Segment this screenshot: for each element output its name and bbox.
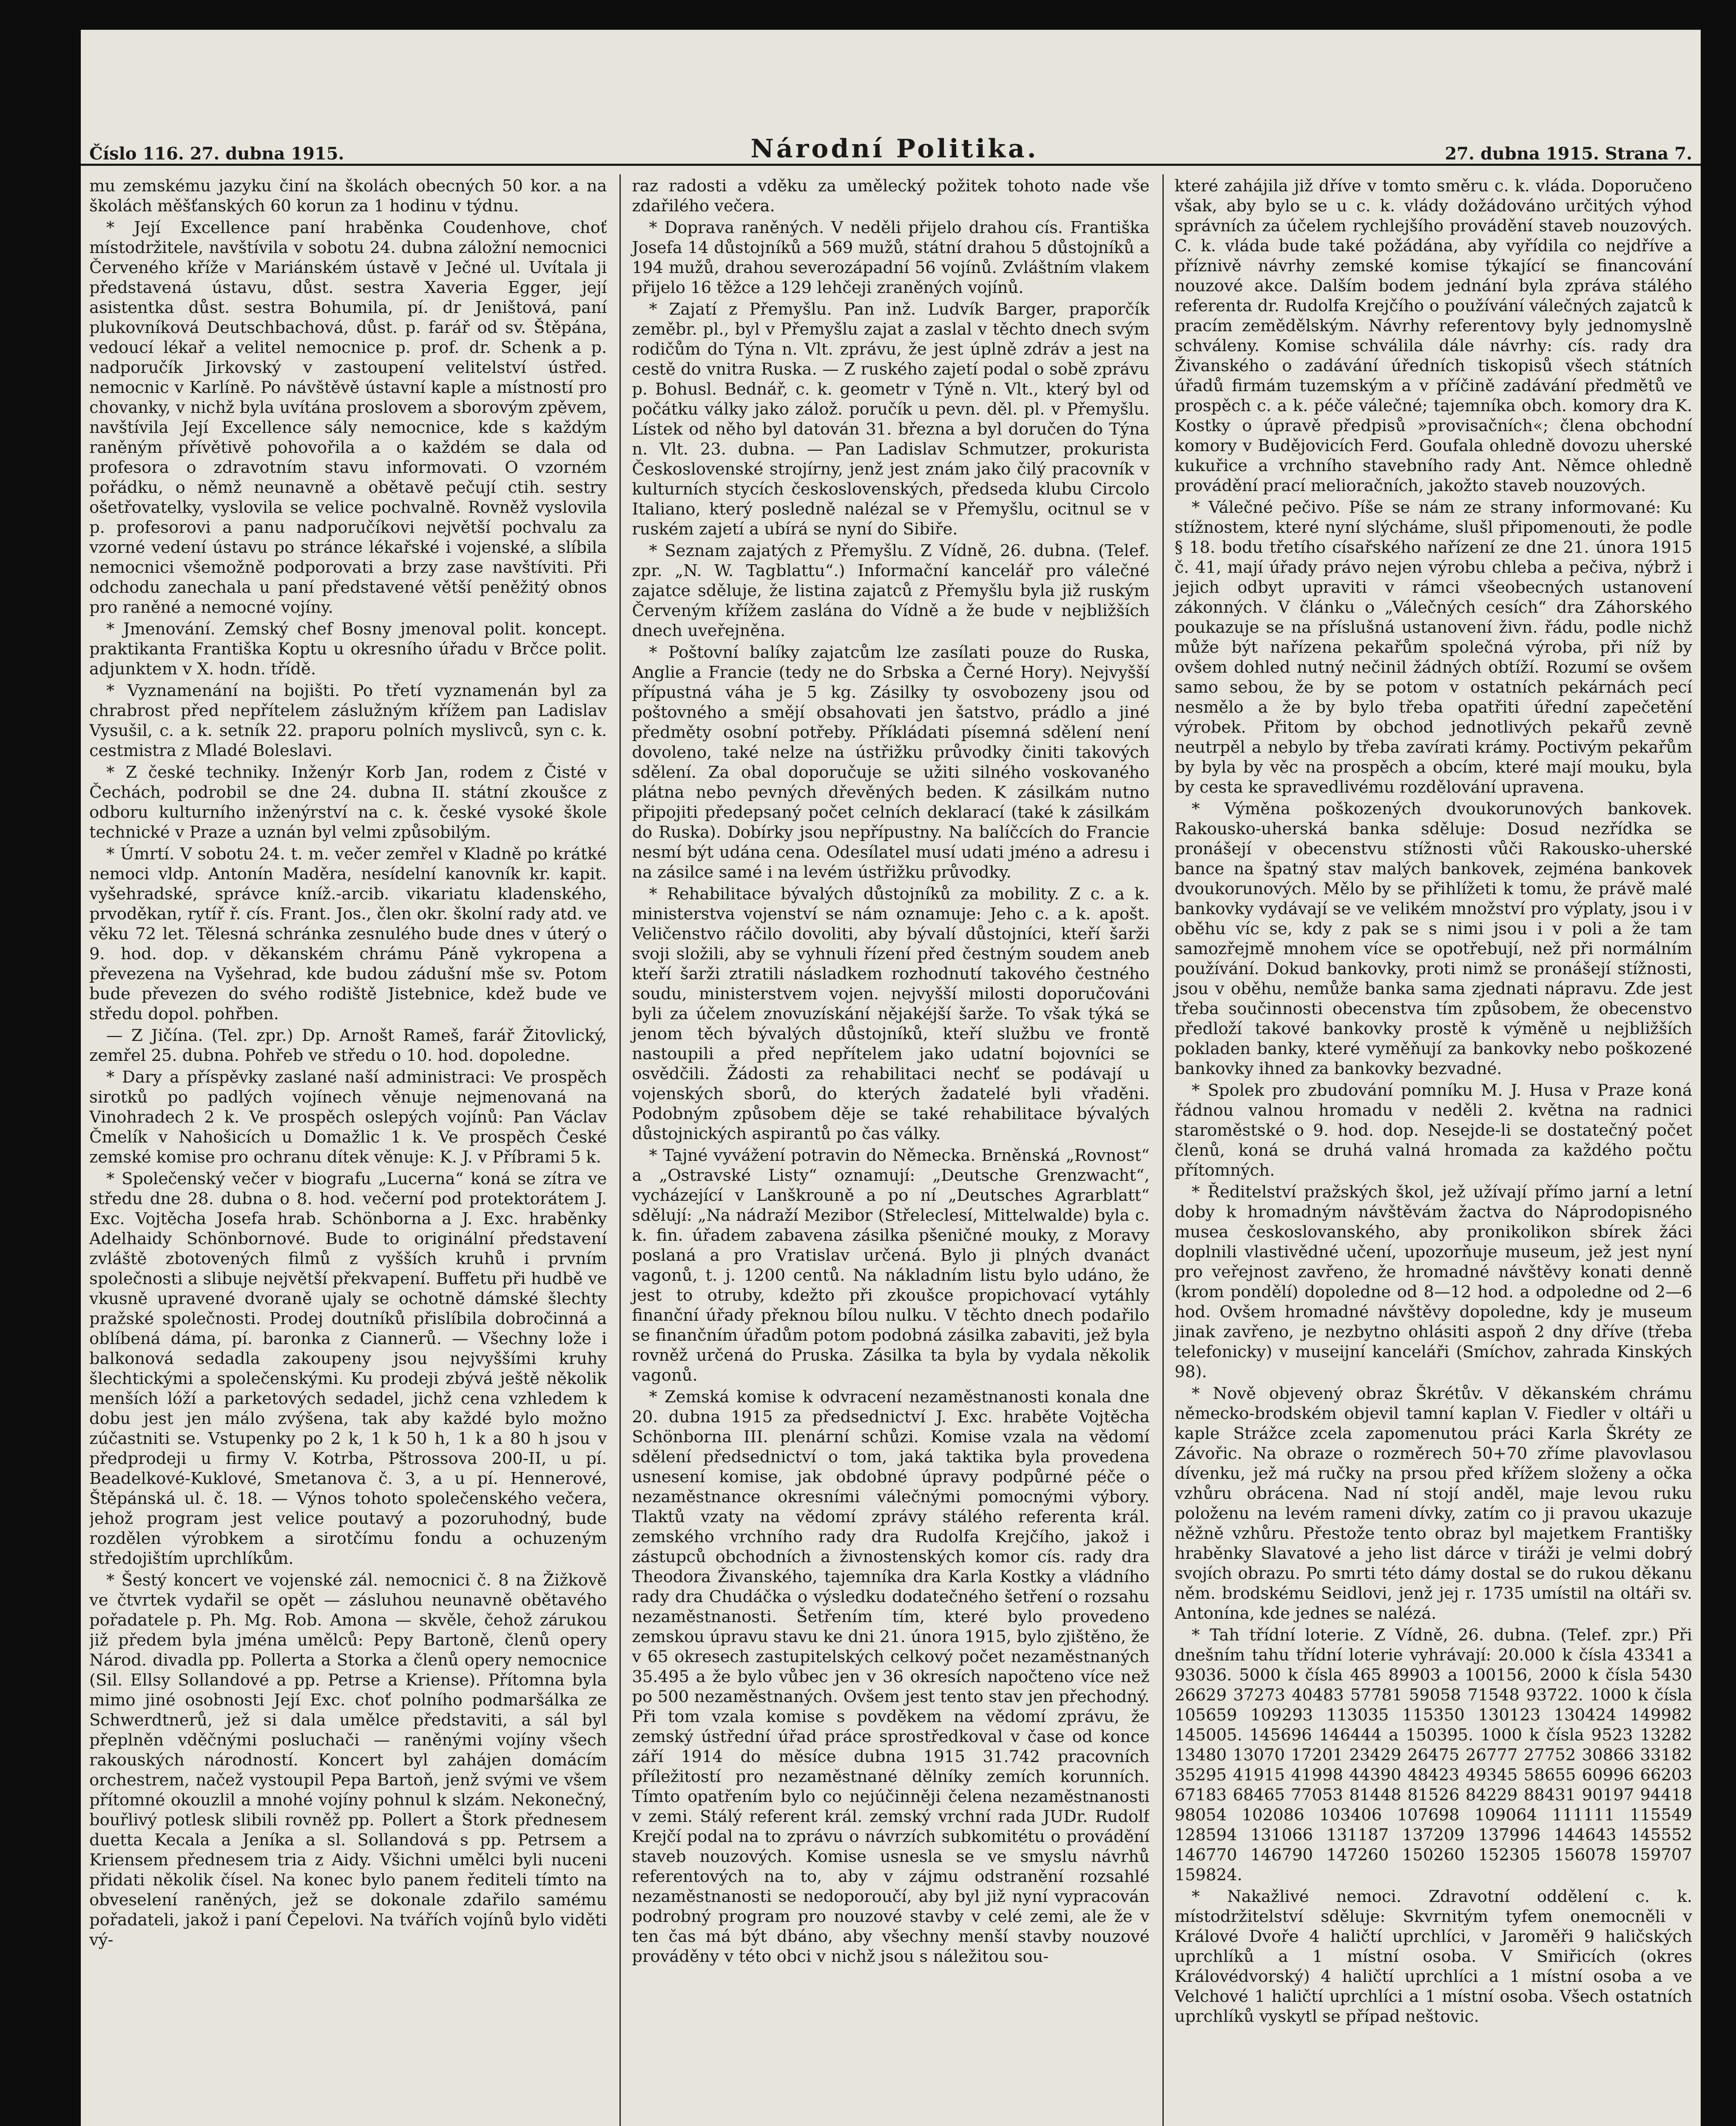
article-paragraph: * Výměna poškozených dvoukorunových bankovek. Rakousko-uherská banka sděluje: Dosud nezřídka se pronášejí v obecenstvu stížnosti vůči Rakousko-uherské bance na špatný stav malých bankovek, zejména bankovek dvoukorunových. Mělo by se přihlížeti k tomu, že právě malé bankovky vydávají se ve velikém množství pro výplaty, jsou i v oběhu víc se, kdy z pak se s nimi jsou i v poli a že tam samozřejmě mnohem více se opotřebují, než při normálním používání. Dokud bankovky, proti nimž se pronášejí stížnosti, jsou v oběhu, nemůže banka sama zjednati nápravu. Zde jest třeba součinnosti obecenstva tím způsobem, že obecenstvo předloží takové bankovky prostě k výměně u nejbližších pokladen banky, které vyměňují za bankovky nebo poškozené bankovky ihned za bankovky bezvadné. <box>1174 799 1692 1078</box>
article-paragraph: * Zemská komise k odvracení nezaměstnanosti konala dne 20. dubna 1915 za předsednictví J. Exc. hraběte Vojtěcha Schönborna III. plenární schůzi. Komise vzala na vědomí sdělení předsednictví o tom, jaká taktika byla provedena usnesení komise, jak obdobné úpravy podpůrné péče o nezaměstnance okresními válečnými pomocnými výbory. Tlaktů vzaty na vědomí zprávy stálého referenta král. zemského vrchního rady dra Rudolfa Krejčího, jakož i zástupců obchodních a živnostenských komor cís. rady dra Theodora Živanského, tajemníka dra Karla Kostky a vládního rady dra Chudáčka o výsledku dodatečného šetření o rozsahu nezaměstnanosti. Šetřením tím, které bylo provedeno zemskou úpravu stavu ke dni 21. února 1915, bylo zjištěno, že v 65 okresech zastupitelských celkový počet nezaměstnaných 35.495 a že bylo vůbec jen v 36 okresích napočteno více než po 500 nezaměstnaných. Ovšem jest tento stav jen přechodný. Při tom vzala komise s povděkem na vědomí zprávu, že zemský ústřední úřad práce sprostředkoval v čase od konce září 1914 do měsíce dubna 1915 31.742 pracovních příležitostí pro nezaměstnané dělníky zemích korunních. Tímto opatřením bylo co nejúčinněji čelena nezaměstnanosti v zemi. Stálý referent král. zemský vrchní rada JUDr. Rudolf Krejčí podal na to zprávu o návrzích subkomitétu o provádění staveb nouzových. Komise usnesla se ve smyslu návrhů referentových na to, aby v zájmu odstranění rozsahlé nezaměstnanosti se nedoporoučí, aby byl již nyní vypracován podrobný program pro nouzové stavby v celé zemi, ale že v ten čas má být dbáno, aby všechny menší stavby nouzové prováděny v této obci v nichž jsou s náležitou sou- <box>632 1387 1150 1966</box>
article-paragraph: * Šestý koncert ve vojenské zál. nemocnici č. 8 na Žižkově ve čtvrtek vydařil se opět — zásluhou neunavně obětavého pořadatele p. Ph. Mg. Rob. Amona — skvěle, čehož zárukou již předem byla jména umělců: Pepy Bartoně, členů opery Národ. divadla pp. Pollerta a Storka a členů opery nemocnice (Sil. Ellsy Sollandové a pp. Petrse a Kriense). Přítomna byla mimo jiné osobnosti Její Exc. choť polního podmaršálka ze Schwerdtnerů, jež si dala umělce představiti, a sál byl přeplněn vděčnými posluchači — raněnými vojíny všech rakouských národností. Koncert byl zahájen domácím orchestrem, načež vystoupil Pepa Bartoň, jenž svými ve všem přítomné okouzlil a mnohé vojíny pohnul k slzám. Nekonečný, bouřlivý potlesk slibili rovněž pp. Pollert a Štork přednesem duetta Kecala a Jeníka a sl. Sollandová s pp. Petrsem a Kriensem přednesem tria z Aidy. Všichni umělci byli nuceni přidati několik čísel. Na konec bylo panem řediteli tímto na obveselení raněných, jež se dokonale zdařilo samému pořadateli, jakož i paní Čepelovi. Na tvářích vojínů bylo viděti vý- <box>89 1571 607 1950</box>
article-paragraph: — Z Jičína. (Tel. zpr.) Dp. Arnošt Rameš, farář Žitovlický, zemřel 25. dubna. Pohřeb ve středu o 10. hod. dopoledne. <box>89 1026 607 1065</box>
article-paragraph: * Vyznamenání na bojišti. Po třetí vyznamenán byl za chrabrost před nepřítelem záslužným křížem pan Ladislav Vysušil, c. a k. setník 22. praporu polních myslivců, syn c. k. cestmistra z Mladé Boleslavi. <box>89 681 607 760</box>
issue-number-date: Číslo 116. 27. dubna 1915. <box>89 144 344 164</box>
article-paragraph: * Tah třídní loterie. Z Vídně, 26. dubna. (Telef. zpr.) Při dnešním tahu třídní loterie vyhrávají: 20.000 k čísla 43341 a 93036. 5000 k čísla 465 89903 a 100156, 2000 k čísla 5430 26629 37273 40483 57781 59058 71548 93722. 1000 k čísla 105659 109293 113035 115350 130123 130424 149982 145005. 145696 146444 a 150395. 1000 k čísla 9523 13282 13480 13070 17201 23429 26475 26777 27752 30866 33182 35295 41915 41998 44390 48423 49345 58655 60996 66203 67183 68465 77053 81448 81526 84229 88431 90197 94418 98054 102086 103406 107698 109064 111111 115549 128594 131066 131187 137209 137996 144643 145552 146770 146790 147260 150260 152305 156078 159707 159824. <box>1174 1626 1692 1884</box>
article-paragraph: * Dary a příspěvky zaslané naší administraci: Ve prospěch sirotků po padlých vojínech věnuje nejmenovaná na Vinohradech 2 k. Ve prospěch oslepých vojínů: Pan Václav Čmelík v Nahošicích u Domažlic 1 k. Ve prospěch České zemské komise pro ochranu dítek věnuje: K. J. v Příbrami 5 k. <box>89 1068 607 1167</box>
article-paragraph: * Nově objevený obraz Škrétův. V děkanském chrámu německo-brodském objevil tamní kaplan V. Fiedler v oltáři u kaple Strážce zcela zapomenutou práci Karla Škréty ze Závořic. Na obraze o rozměrech 50+70 zříme plavovlasou dívenku, jež má ručky na prsou před křížem složeny a očka vzhůru obrácena. Nad ní stojí anděl, maje levou ruku položenu na levém rameni dívky, zatím co ji pravou ukazuje něžně vzhůru. Přestože tento obraz byl majetkem Františky hraběnky Slavatové a jeho list dárce v tiráži je velmi dobrý svojích obrazu. Po smrti této dámy dostal se do rukou děkanu něm. brodskému Seidlovi, jenž jej r. 1735 umístil na oltáři sv. Antonína, kde jednes se nalézá. <box>1174 1384 1692 1623</box>
article-paragraph: mu zemskému jazyku činí na školách obecných 50 kor. a na školách měšťanských 60 korun za 1 hodinu v týdnu. <box>89 176 607 216</box>
article-paragraph: * Válečné pečivo. Píše se nám ze strany informované: Ku stížnostem, které nyní slýcháme, slušl připomenouti, že podle § 18. bodu třetího císařského nařízení ze dne 21. února 1915 č. 41, mají úřady právo nejen výrobu chleba a pečiva, nýbrž i jejich odbyt upraviti v rámci všeobecných ustanovení zákonných. V článku o „Válečných cesích“ dra Záhorského poukazuje se na příslušná ustanovení živn. řádu, podle nichž může být nařízena pekařům společná výroba, při níž by ovšem dohled nutný nečinil žádných obtíží. Rozumí se ovšem samo sebou, že by se potom v ostatních pekárnách pecí nesmělo a že by bylo třeba opatřiti úřední zapečetění výrobek. Přitom by obchod jednotlivých pekařů zevně neutrpěl a nebylo by třeba zavírati krámy. Poctivým pekařům by byla by věc na prospěch a obcím, které mají mouku, byla by cesta ke spravedlivému rozdělování upravena. <box>1174 498 1692 797</box>
article-paragraph: * Úmrtí. V sobotu 24. t. m. večer zemřel v Kladně po krátké nemoci vldp. Antonín Maděra, nesídelní kanovník kr. kapit. vyšehradské, správce kníž.-arcib. vikariatu kladenského, prvoděkan, rytíř ř. cís. Frant. Jos., člen okr. školní rady atd. ve věku 72 let. Tělesná schránka zesnulého bude dnes v úterý o 9. hod. dop. v děkanském chrámu Páně vykropena a převezena na Vyšehrad, kde budou zádušní mše sv. Potom bude převezen do svého rodiště Jistebnice, kdež bude ve středu dopol. pohřben. <box>89 844 607 1023</box>
article-paragraph: * Doprava raněných. V neděli přijelo drahou cís. Františka Josefa 14 důstojníků a 569 mužů, státní drahou 5 důstojníků a 194 mužů, drahou severozápadní 56 vojínů. Zvláštním vlakem přijelo 16 těžce a 129 lehčeji zraněných vojínů. <box>632 218 1150 297</box>
date-page-number: 27. dubna 1915. Strana 7. <box>1445 144 1692 164</box>
column-left <box>89 174 607 2126</box>
article-paragraph: * Její Excellence paní hraběnka Coudenhove, choť místodržitele, navštívila v sobotu 24. dubna záložní nemocnici Červeného kříže v Mariánském ústavě v Ječné ul. Uvítala ji představená ústavu, důst. sestra Xaveria Egger, její asistentka důst. sestra Bohumila, pí. dr Jeništová, paní plukovníková Deutschbachová, důst. p. farář od sv. Štěpána, vedoucí lékař a velitel nemocnice p. prof. dr. Schenk a p. nadporučík Jirkovský v zastoupení velitelství ústřed. nemocnic v Karlíně. Po návštěvě ústavní kaple a místností pro chovanky, v nichž byla uvítána proslovem a sborovým zpěvem, navštívila Její Excellence sály nemocnice, kde s každým raněným přívětivě pohovořila a o každém se dala od profesora o zdravotním stavu informovati. O vzorném pořádku, o němž neunavně a obětavě pečují ctih. sestry ošetřovatelky, vyslovila se velice pochvalně. Rovněž vyslovila p. profesorovi a panu nadporučíkovi největší pochvalu za vzorné vedení ústavu po stránce lékařské i vojenské, a slíbila nemocnici všemožně podporovati a brzy zase navštíviti. Při odchodu zanechala u paní představené větší peněžitý obnos pro raněné a nemocné vojíny. <box>89 218 607 617</box>
page-header <box>81 136 1701 166</box>
article-paragraph: * Společenský večer v biografu „Lucerna“ koná se zítra ve středu dne 28. dubna o 8. hod. večerní pod protektorátem J. Exc. Vojtěcha Josefa hrab. Schönborna a J. Exc. hraběnky Adelhaidy Schönbornové. Bude to originální představení zvláště zbotovených filmů z vyšších kruhů i prvním společnosti a slibuje největší překvapení. Buffetu při hudbě ve vkusně upravené dvoraně ujaly se ochotně dámské šlechty pražské společnosti. Prodej doutníků přislíbila dobročinná a oblíbená dáma, pí. baronka z Ciannerů. — Všechny lože i balkonová sedadla zakoupeny jsou nejvyššími kruhy šlechtickými a společenskými. Ku prodeji zbývá ještě několik menších lóží a parketových sedadel, jichž cena vzhledem k dobu jest jen málo zvýšena, tak aby každé bylo možno zúčastniti se. Vstupenky po 2 k, 1 k 50 h, 1 k a 80 h jsou v předprodeji u firmy V. Kotrba, Pštrossova 200-II, u pí. Beadelkové-Kuklové, Smetanova č. 3, a u pí. Hennerové, Štěpánská ul. č. 18. — Výnos tohoto společenského večera, jehož program jest velice poutavý a pozoruhodný, bude rozdělen výrobkem a sirotčímu fondu a ochuzeným středojištím uprchlíkům. <box>89 1169 607 1568</box>
article-paragraph: * Z české techniky. Inženýr Korb Jan, rodem z Čisté v Čechách, podrobil se dne 24. dubna II. státní zkoušce z odboru kulturního inženýrství na c. k. české vysoké škole technické v Praze a uznán byl velmi způsobilým. <box>89 763 607 842</box>
article-paragraph: * Seznam zajatých z Přemyšlu. Z Vídně, 26. dubna. (Telef. zpr. „N. W. Tagblattu“.) Informační kancelář pro válečné zajatce sděluje, že listina zajatců z Přemyšlu byla již ruským Červeným křížem zaslána do Vídně a že bude v nejbližších dnech uveřejněna. <box>632 541 1150 640</box>
article-paragraph: * Ředitelství pražských škol, jež užívají přímo jarní a letní doby k hromadným návštěvám žactva do Náprodopisného musea českoslovanského, aby pronikolikon sbírek žáci doplnili vlastivědné učení, upozorňuje museum, jež jest nyní pro veřejnost zavřeno, že hromadné návštěvy konati denně (krom pondělí) dopoledne od 8—12 hod. a odpoledne od 2—6 hod. Ovšem hromadné návštěvy dopoledne, kdy je museum jinak zavřeno, je nezbytno ohlásiti aspoň 2 dny dříve (třeba telefonicky) v museijní kanceláři (Smíchov, zahrada Kinských 98). <box>1174 1182 1692 1381</box>
article-columns <box>89 174 1692 2126</box>
article-paragraph: které zahájila již dříve v tomto směru c. k. vláda. Doporučeno však, aby bylo se u c. k. vlády dožádováno určitých výhod správních za účelem rychlejšího provádění staveb nouzových. C. k. vláda bude také požádána, aby vyřídila co nejdříve a příznivě návrhy zemské komise týkající se financování nouzové akce. Dalším bodem jednání byla zpráva stálého referenta dr. Rudolfa Krejčího o používání válečných zajatců k pracím zemědělským. Návrhy referentovy byly jednomyslně schváleny. Komise schválila dále návrhy: cís. rady dra Živanského o zadávání úředních tiskopisů všech státních úřadů firmám tuzemským a v příčině zadávání předmětů ve prospěch c. a k. péče válečné; tajemníka obch. komory dra K. Kostky o úpravě předpisů »provisačních«; člena obchodní komory v Budějovicích Ferd. Goufala ohledně dovozu uherské kukuřice a vrchního stavebního rady Ant. Němce ohledně provádění prací melioračních, jakožto staveb nouzových. <box>1174 176 1692 495</box>
article-paragraph: * Rehabilitace bývalých důstojníků za mobility. Z c. a k. ministerstva vojenství se nám oznamuje: Jeho c. a k. apošt. Veličenstvo ráčilo dovoliti, aby bývalí důstojníci, kteří šarži svoji složili, aby se vyhnuli řízení před čestným soudem aneb kteří šarži ztratili násladkem rozhodnutí takového čestného soudu, ministerstvem vojen. nejvyšší milosti doporučováni byli za účelem znovuzískání nějakéjší šarže. To však týká se jenom těch bývalých důstojníků, kteří službu ve frontě nastoupili a před nepřítelem jako udatní bojovníci se osvědčili. Žádosti za rehabilitaci nechť se podávají u vojenských sborů, do kterých žadatelé byli vřaděni. Podobným způsobem děje se také rehabilitace bývalých důstojnických aspirantů po čas války. <box>632 884 1150 1143</box>
article-paragraph: * Zajatí z Přemyšlu. Pan inž. Ludvík Barger, praporčík zeměbr. pl., byl v Přemyšlu zajat a zaslal v těchto dnech svým rodičům do Týna n. Vlt. zprávu, že jest úplně zdráv a jest na cestě do vnitra Ruska. — Z ruského zajetí podal o sobě zprávu p. Bohusl. Bednář, c. k. geometr v Týně n. Vlt., který byl od počátku války jako zálož. poručík u pevn. děl. pl. v Přemyšlu. Lístek od něho byl datován 31. března a byl doručen do Týna n. Vlt. 23. dubna. — Pan Ladislav Schmutzer, prokurista Československé strojírny, jenž jest znám jako čilý pracovník v kulturních stycích československých, předseda klubu Circolo Italiano, který posledně nalézal se v Přemyšlu, ocitnul se v ruském zajetí a ubírá se nyní do Sibiře. <box>632 300 1150 539</box>
article-paragraph: * Tajné vyvážení potravin do Německa. Brněnská „Rovnost“ a „Ostravské Listy“ oznamují: „Deutsche Grenzwacht“, vycházející v Lanškrouně a po ní „Deutsches Agrarblatt“ sdělují: „Na nádraží Mezibor (Střeleclesí, Mittelwalde) byla c. k. fin. úřadem zabavena zásilka pšeničné mouky, z Moravy poslaná a pro Vratislav určená. Bylo ji plných dvanáct vagonů, t. j. 1200 centů. Na nákladním listu bylo udáno, že jest to otruby, kdežto při zkoušce propichovací vytáhly finanční úřady překnou bílou nulku. V těchto dnech podařilo se finančním úřadům potom podobná zásilka zabaviti, jež byla rovněž určená do Pruska. Zásilka ta byla by vydala několik vagonů. <box>632 1146 1150 1385</box>
article-paragraph: * Jmenování. Zemský chef Bosny jmenoval polit. koncept. praktikanta Františka Koptu u okresního úřadu v Brčce polit. adjunktem v X. hodn. třídě. <box>89 620 607 679</box>
column-middle <box>619 174 1149 2126</box>
newspaper-page <box>81 30 1701 2126</box>
article-paragraph: * Spolek pro zbudování pomníku M. J. Husa v Praze koná řádnou valnou hromadu v neděli 2. května na radnici staroměstské o 9. hod. dop. Nesejde-li se dostatečný počet členů, koná se druhá valná hromada za každého počtu přítomných. <box>1174 1081 1692 1180</box>
article-paragraph: * Poštovní balíky zajatcům lze zasílati pouze do Ruska, Anglie a Francie (tedy ne do Srbska a Černé Hory). Nejvyšší přípustná váha je 5 kg. Zásilky ty osvobozeny jsou od poštovného a smějí obsahovati jen šatstvo, prádlo a jiné předměty osobní potřeby. Příkládati písemná sdělení není dovoleno, také nelze na ústřižku průvodky činiti takových sdělení. Za obal doporučuje se užiti silného voskovaného plátna nebo pevných dřevěných beden. K zásilkám nutno připojiti předepsaný počet celních deklarací (také k zásilkám do Ruska). Dobírky jsou nepřípustny. Na balíčcích do Francie nesmí být udána cena. Odesílatel musí udati jméno a adresu i na zásilce samé i na levém ústřižku průvodky. <box>632 643 1150 882</box>
masthead-title: Národní Politika. <box>750 134 1039 164</box>
column-right <box>1162 174 1692 2126</box>
article-paragraph: * Nakažlivé nemoci. Zdravotní oddělení c. k. místodržitelství sděluje: Skvrnitým tyfem onemocněli v Králové Dvoře 4 haličtí uprchlíci, v Jaroměři 9 haličských uprchlíků a 1 místní osoba. V Smiřicích (okres Královédvorský) 4 haličtí uprchlíci a 1 místní osoba a ve Velchové 1 haličtí uprchlíci a 1 místní osoba. Všech ostatních uprchlíků vyskytl se případ neštovic. <box>1174 1887 1692 2026</box>
article-paragraph: raz radosti a vděku za umělecký požitek tohoto nade vše zdařilého večera. <box>632 176 1150 216</box>
